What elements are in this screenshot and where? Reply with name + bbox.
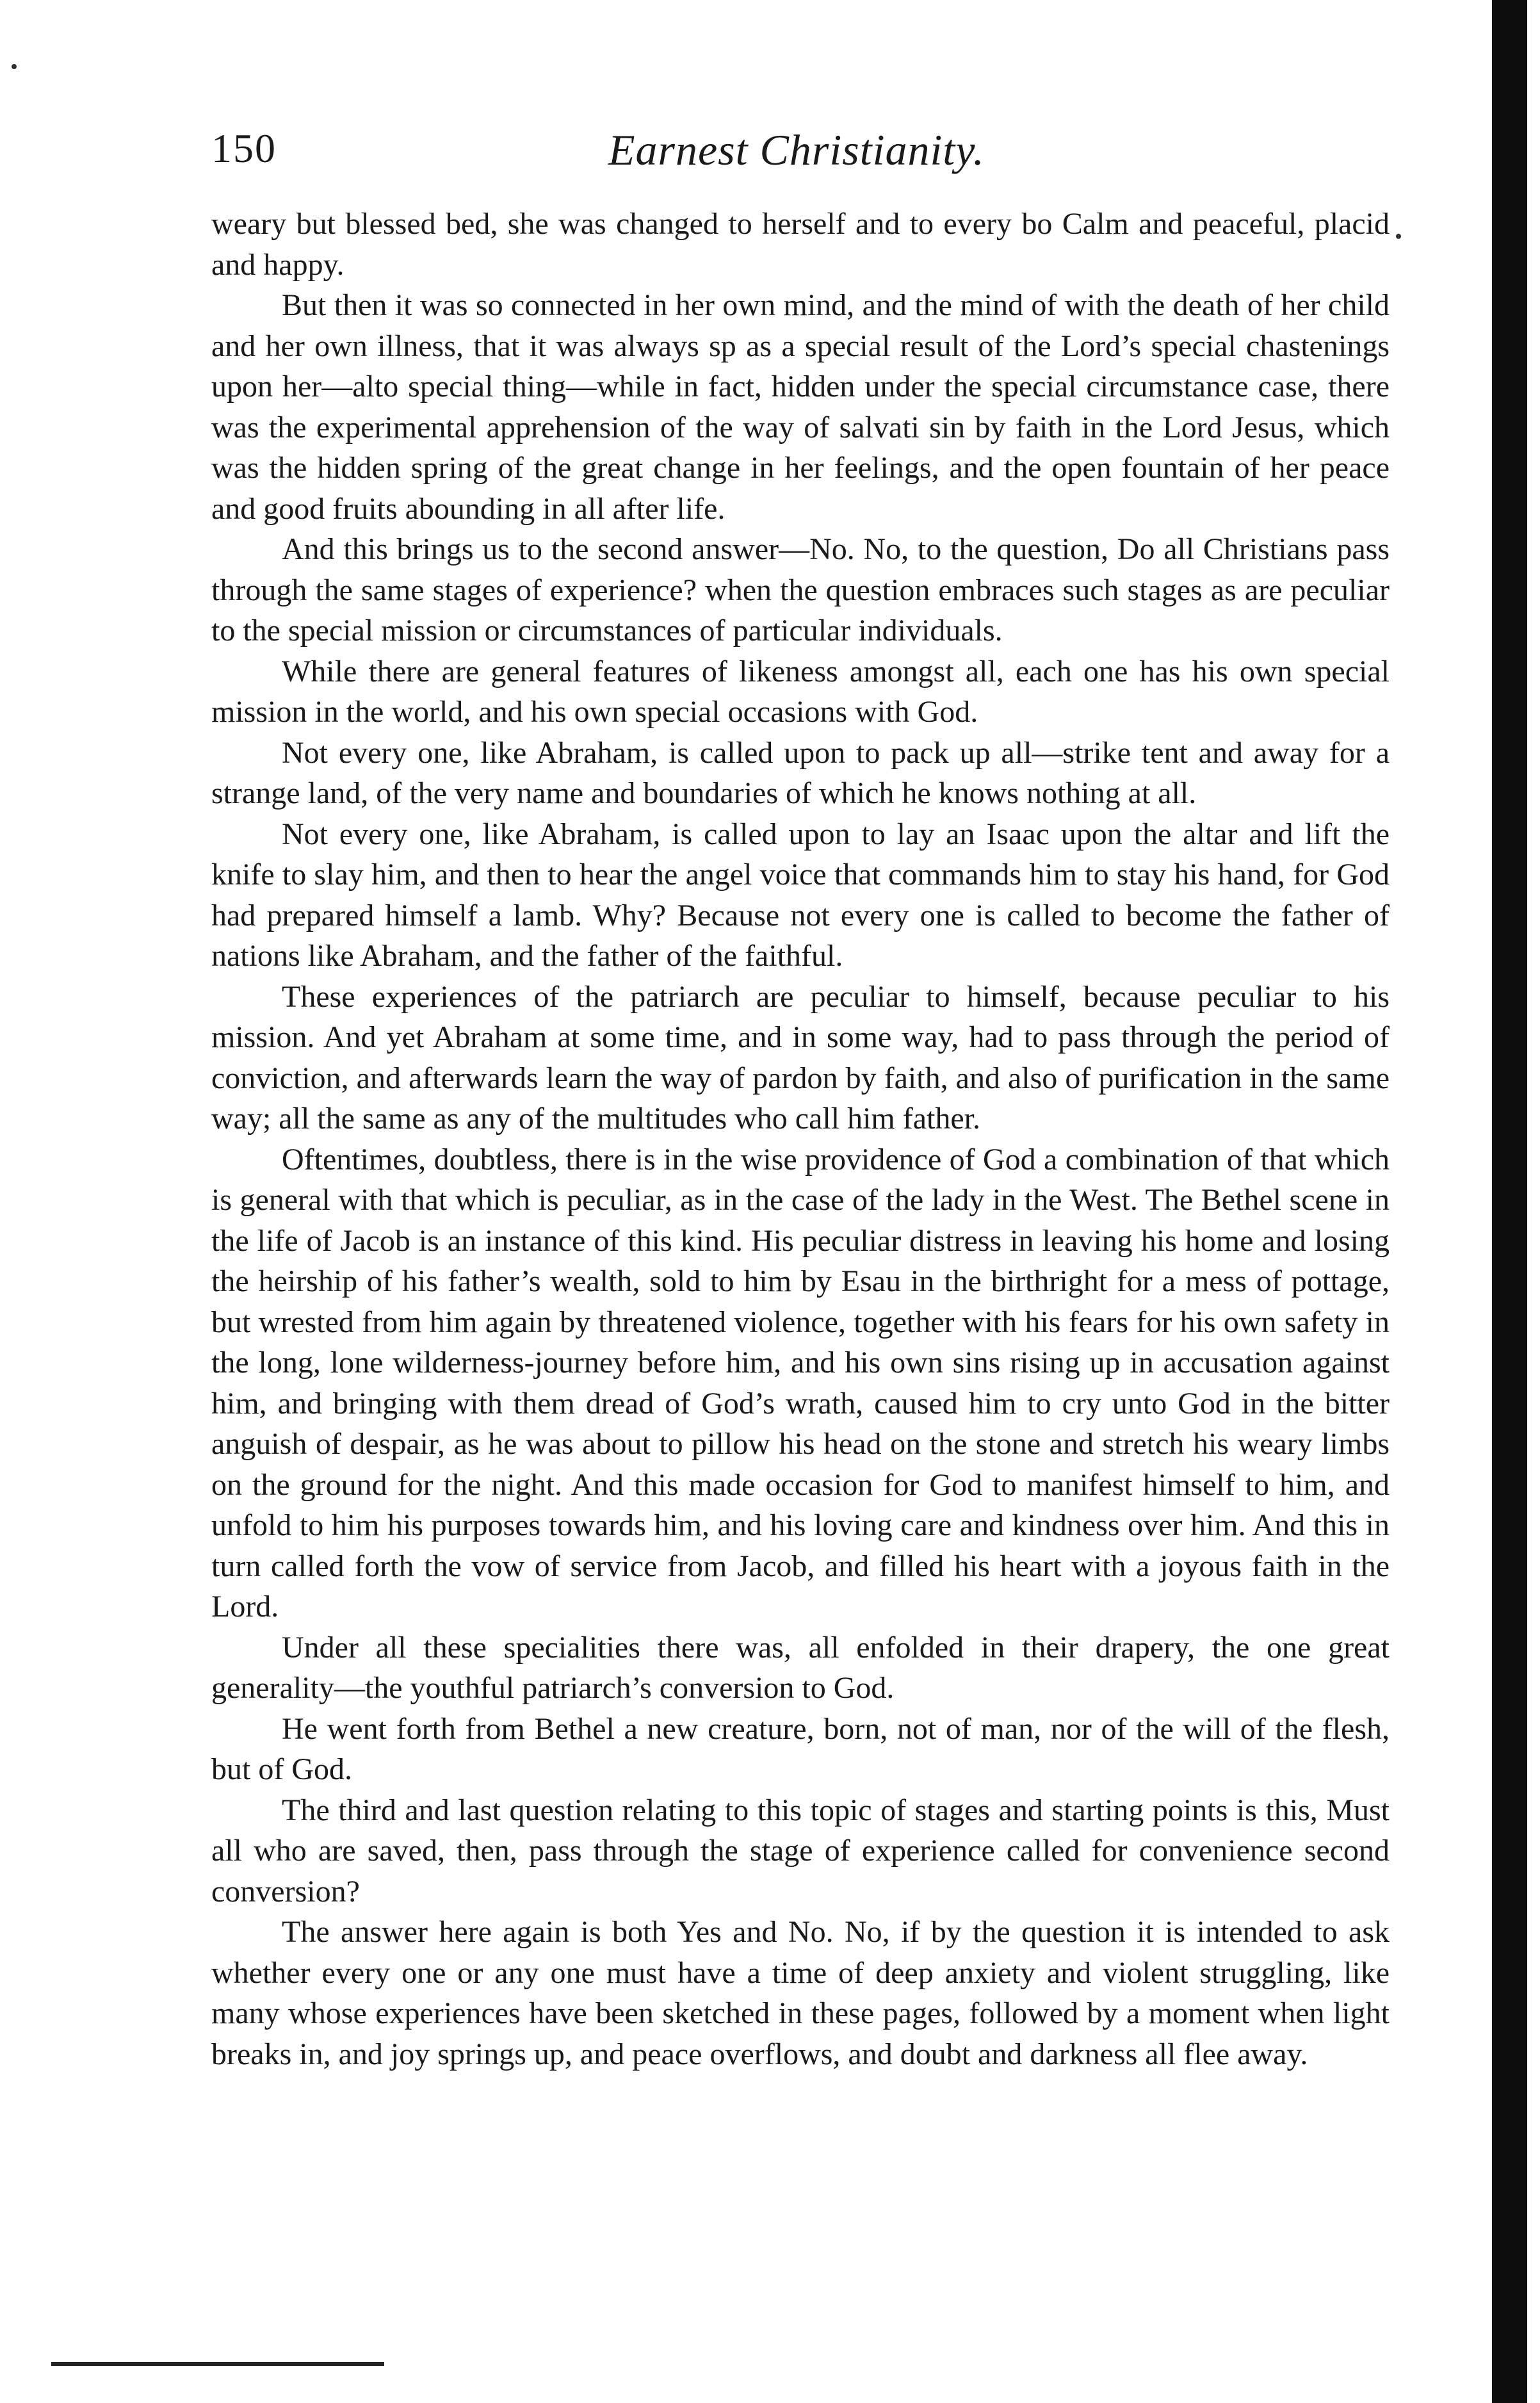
scan-edge-bar <box>1492 0 1527 2403</box>
footer-rule <box>51 2362 384 2366</box>
paragraph: Under all these specialities there was, all enfolded in their drapery, the one great generality—the youthful patriarch’s conversion to God. <box>211 1630 1390 1705</box>
paragraph: The third and last question relating to this topic of stages and starting points is this, Must all who are saved, then, pass through the stage of experience called for convenience second conversion? <box>211 1793 1390 1909</box>
paragraph: Not every one, like Abraham, is called upon to lay an Isaac upon the altar and lift the knife to slay him, and then to hear the angel voice that commands him to stay his hand, for God had prepared himself a lamb. Why? Because not every one is called to become the father of nations like Abraham, and the father of the faithful. <box>211 817 1390 973</box>
paragraph: But then it was so connected in her own mind, and the mind of with the death of her child and her own illness, that it was always sp as a special result of the Lord’s special chastenings upon her—alto special thing—while in fact, hidden under the special circumstance case, there was the experimental apprehension of the way of salvati sin by faith in the Lord Jesus, which was the hidden spring of the great change in her feelings, and the open fountain of her peace and good fruits abounding in all after life. <box>211 288 1390 526</box>
scan-speck <box>12 64 17 69</box>
paragraph: While there are general features of likeness amongst all, each one has his own special mission in the world, and his own special occasions with God. <box>211 654 1390 729</box>
paragraph: He went forth from Bethel a new creature, born, not of man, nor of the will of the flesh, but of God. <box>211 1711 1390 1786</box>
paragraph: These experiences of the patriarch are peculiar to himself, because peculiar to his mission. And yet Abraham at some time, and in some way, had to pass through the period of conviction, and afterwards learn the way of pardon by faith, and also of purification in the same way; all the same as any of the multitudes who call him father. <box>211 979 1390 1136</box>
paragraph: The answer here again is both Yes and No. No, if by the question it is intended to ask whether every one or any one must have a time of deep anxiety and violent struggling, like many whose experiences have been sketched in these pages, followed by a moment when light breaks in, and joy springs up, and peace overflows, and doubt and darkness all flee away. <box>211 1915 1390 2071</box>
running-title: Earnest Christianity. <box>608 126 985 174</box>
scan-speck <box>1396 234 1401 239</box>
paragraph: weary but blessed bed, she was changed to herself and to every bo Calm and peaceful, placid and happy. <box>211 207 1390 282</box>
paragraph: And this brings us to the second answer—No. No, to the question, Do all Christians pass through the same stages of experience? when the question embraces such stages as are peculiar to the special mission or circumstances of particular individuals. <box>211 532 1390 648</box>
body-text <box>211 204 1390 2074</box>
paragraph: Oftentimes, doubtless, there is in the wise providence of God a combination of that which is general with that which is peculiar, as in the case of the lady in the West. The Bethel scene in the life of Jacob is an instance of this kind. His peculiar distress in leaving his home and losing the heirship of his father’s wealth, sold to him by Esau in the birthright for a mess of pottage, but wrested from him again by threatened violence, together with his fears for his own safety in the long, lone wilderness-journey before him, and his own sins rising up in accusation against him, and bringing with them dread of God’s wrath, caused him to cry unto God in the bitter anguish of despair, as he was about to pillow his head on the stone and stretch his weary limbs on the ground for the night. And this made occasion for God to manifest himself to him, and unfold to him his purposes towards him, and his loving care and kindness over him. And this in turn called forth the vow of service from Jacob, and filled his heart with a joyous faith in the Lord. <box>211 1142 1390 1624</box>
paragraph: Not every one, like Abraham, is called upon to pack up all—strike tent and away for a strange land, of the very name and boundaries of which he knows nothing at all. <box>211 735 1390 810</box>
page-number: 150 <box>211 126 277 171</box>
page-header <box>211 125 1383 176</box>
